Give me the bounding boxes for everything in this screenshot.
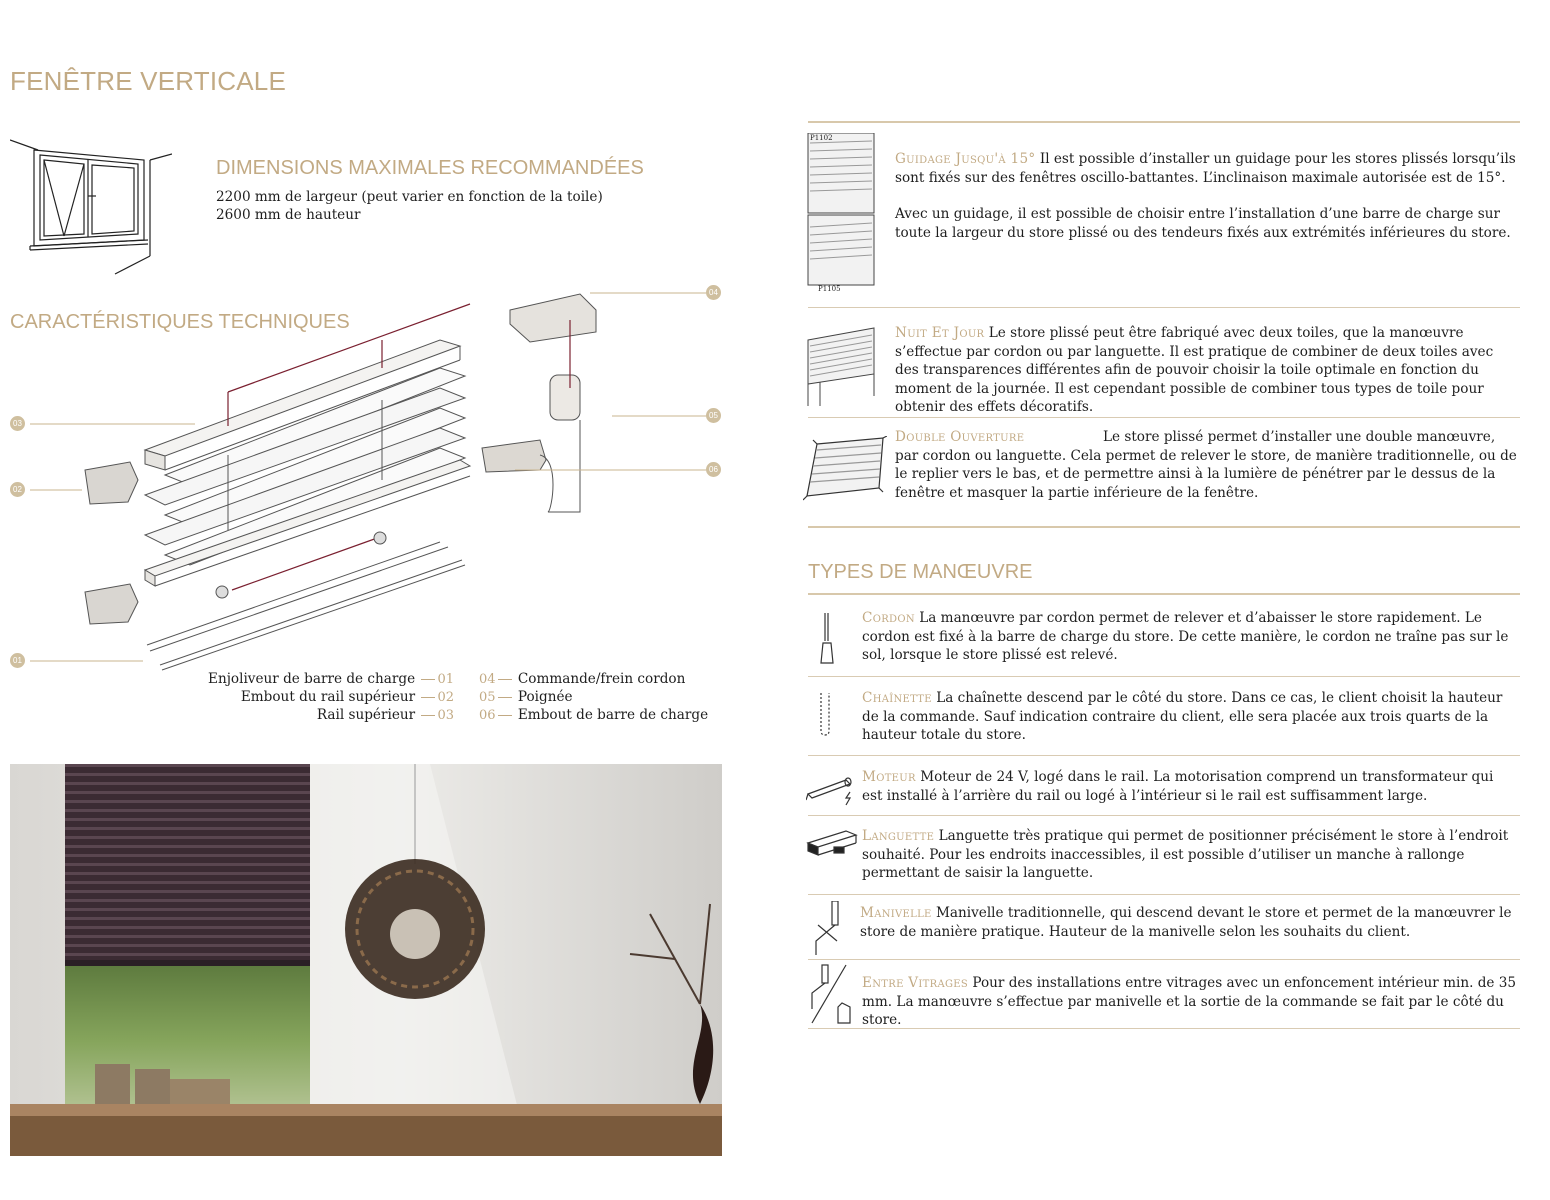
- legend-number: 04: [479, 672, 496, 687]
- manoeuvre-item-languette: [862, 827, 1518, 883]
- manoeuvre-item-manivelle: [860, 904, 1518, 941]
- manoeuvre-text: Manivelle traditionnelle, qui descend devant le store et permet de la manœuvrer le store de manière pratique. Hauteur de la manivelle selon les souhaits du client.: [860, 905, 1512, 940]
- legend-item-03: [317, 706, 454, 725]
- chain-icon: [817, 693, 835, 737]
- manoeuvre-item-cordon: [862, 609, 1518, 665]
- manoeuvre-title: Manivelle: [860, 905, 932, 921]
- divider: [808, 959, 1520, 960]
- option-nuit-et-jour: [895, 324, 1517, 417]
- legend-item-04: [479, 670, 685, 689]
- guided-blind-icon: [806, 133, 878, 298]
- manoeuvre-text: Pour des installations entre vitrages avec un enfoncement intérieur min. de 35 mm. La manœuvre s’effectue par manivelle et la sortie de la commande se fait par le côté du store.: [862, 975, 1517, 1028]
- legend-number: 06: [479, 708, 496, 723]
- guided-label-b: P1105: [818, 285, 841, 293]
- manoeuvre-text: La manœuvre par cordon permet de relever et d’abaisser le store rapidement. Le cordon est fixé à la barre de charge du store. De cette manière, le cordon ne traîne pas sur le sol, lorsque le store plissé est relevé.: [862, 610, 1509, 663]
- callout-04: 04: [706, 285, 721, 300]
- divider: [808, 894, 1520, 895]
- legend-dash: [421, 715, 435, 716]
- legend-dash: [498, 697, 512, 698]
- divider: [808, 307, 1520, 308]
- interior-photo: [10, 764, 722, 1156]
- legend-number: 01: [437, 672, 454, 687]
- legend-item-05: [479, 688, 573, 707]
- legend-item-06: [479, 706, 708, 725]
- legend-dash: [498, 679, 512, 680]
- manoeuvre-text: Languette très pratique qui permet de positionner précisément le store à l’endroit souhaité. Pour les endroits inaccessibles, il est possible d’utiliser un manche à rallonge permettant de saisir la languette.: [862, 828, 1509, 881]
- callout-05: 05: [706, 408, 721, 423]
- legend-number: 02: [437, 690, 454, 705]
- manoeuvre-title: Entre Vitrages: [862, 975, 969, 991]
- divider: [808, 417, 1520, 418]
- legend-label: Enjoliveur de barre de charge: [208, 671, 416, 687]
- top-divider: [808, 121, 1520, 123]
- legend-dash: [421, 679, 435, 680]
- manoeuvre-text: La chaînette descend par le côté du store. Dans ce cas, le client choisit la hauteur de la commande. Sauf indication contraire du client, elle sera placée aux trois quarts de la hauteur totale du store.: [862, 690, 1503, 743]
- manoeuvre-item-moteur: [862, 768, 1518, 805]
- guided-label-a: P1102: [810, 134, 833, 142]
- tab-handle-icon: [806, 829, 858, 861]
- legend-label: Commande/frein cordon: [517, 671, 686, 687]
- legend-label: Embout du rail supérieur: [240, 689, 416, 705]
- manoeuvre-heading: TYPES DE MANŒUVRE: [808, 561, 1033, 583]
- callout-06: 06: [706, 462, 721, 477]
- manoeuvre-text: Moteur de 24 V, logé dans le rail. La motorisation comprend un transformateur qui est installé à l’arrière du rail ou logé à l’intérieur si le rail est suffisamment large.: [862, 769, 1494, 804]
- divider: [808, 1028, 1520, 1029]
- legend-number: 05: [479, 690, 496, 705]
- legend-dash: [498, 715, 512, 716]
- dimensions-height: 2600 mm de hauteur: [216, 207, 361, 223]
- legend-item-01: [208, 670, 454, 689]
- legend-label: Rail supérieur: [316, 707, 416, 723]
- divider: [808, 755, 1520, 756]
- option-title: Guidage Jusqu'à 15°: [895, 151, 1036, 167]
- legend-item-02: [241, 688, 454, 707]
- crank-icon: [808, 901, 844, 957]
- legend-dash: [421, 697, 435, 698]
- caracteristiques-heading: CARACTÉRISTIQUES TECHNIQUES: [10, 311, 350, 333]
- legend-label: Embout de barre de charge: [517, 707, 709, 723]
- pleated-blind-exploded-diagram: [0, 280, 730, 684]
- manoeuvre-title: Cordon: [862, 610, 915, 626]
- callout-02: 02: [10, 482, 25, 497]
- option-guidage: [895, 150, 1517, 187]
- manoeuvre-title: Languette: [862, 828, 935, 844]
- manoeuvre-item-entre-vitrages: [862, 974, 1518, 1030]
- cord-icon: [815, 613, 839, 667]
- between-glass-crank-icon: [806, 963, 856, 1027]
- dimensions-width: 2200 mm de largeur (peut varier en fonction de la toile): [216, 189, 603, 205]
- option-title: Double Ouverture: [895, 429, 1025, 445]
- manoeuvre-item-chainette: [862, 689, 1518, 745]
- option-text: Le store plissé peut être fabriqué avec deux toiles, que la manœuvre s’effectue par cordon ou par languette. Il est pratique de combiner de deux toiles avec des transparences différentes afin de pouvoir choisir la toile optimale en fonction du moment de la journée. Il est cependant possible de combiner tous types de toile pour obtenir des effets décoratifs.: [895, 325, 1494, 415]
- option-text: Il est possible d’installer un guidage pour les stores plissés lorsqu’ils sont fixés sur des fenêtres oscillo-battantes. L’inclinaison maximale autorisée est de 15°.: [895, 151, 1516, 186]
- dimensions-heading: DIMENSIONS MAXIMALES RECOMMANDÉES: [216, 157, 644, 179]
- motor-icon: [806, 774, 854, 806]
- legend-label: Poignée: [517, 689, 573, 705]
- option-text: Le store plissé permet d’installer une double manœuvre, par cordon ou languette. Cela permet de relever le store, de manière traditionnelle, ou de le replier vers le bas, et de permettre ainsi à la lumière de pénétrer par le dessus de la fenêtre et masquer la partie inférieure de la fenêtre.: [895, 429, 1517, 501]
- manoeuvre-title: Moteur: [862, 769, 916, 785]
- option-double-ouverture: [895, 428, 1517, 502]
- option-title: Nuit Et Jour: [895, 325, 985, 341]
- callout-03: 03: [10, 416, 25, 431]
- divider: [808, 815, 1520, 816]
- option-guidage-text2: Avec un guidage, il est possible de choisir entre l’installation d’une barre de charge sur toute la largeur du store plissé ou des tendeurs fixés aux extrémités inférieures du store.: [895, 206, 1511, 241]
- legend-number: 03: [437, 708, 454, 723]
- manoeuvre-title: Chaînette: [862, 690, 932, 706]
- window-sketch-icon: [10, 136, 172, 276]
- day-night-blind-icon: [806, 326, 878, 408]
- callout-01: 01: [10, 653, 25, 668]
- page-title: FENÊTRE VERTICALE: [10, 66, 286, 96]
- section-divider: [808, 593, 1520, 595]
- section-divider: [808, 526, 1520, 528]
- double-opening-blind-icon: [803, 436, 887, 502]
- divider: [808, 676, 1520, 677]
